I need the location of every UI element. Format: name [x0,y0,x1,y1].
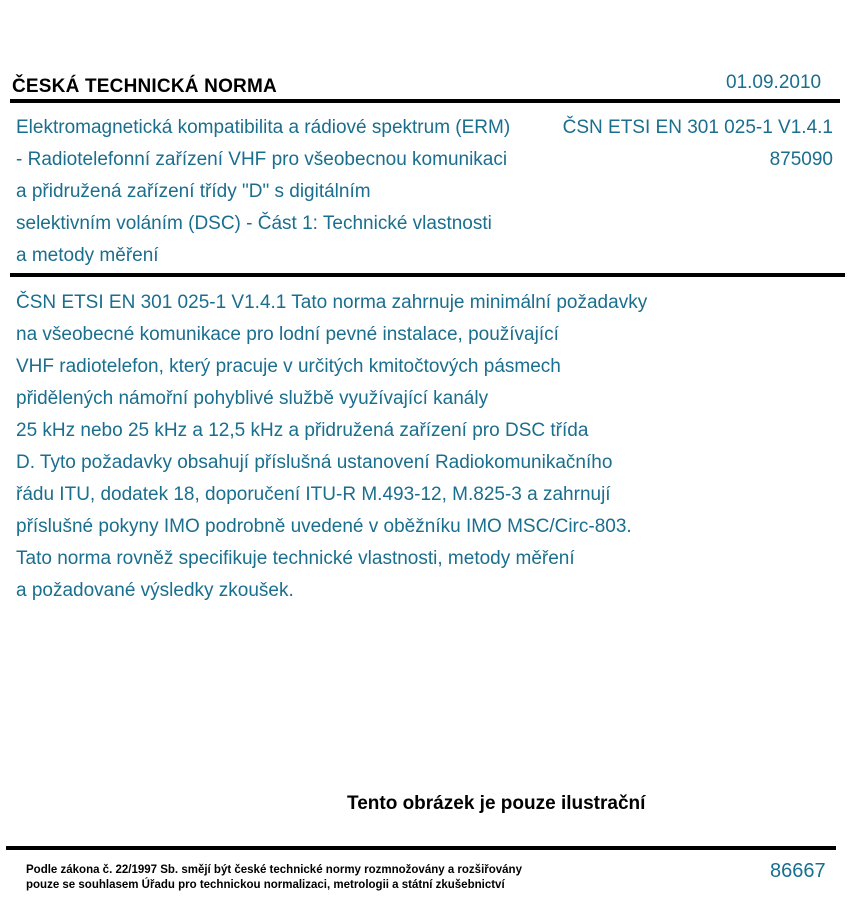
description-line: řádu ITU, dodatek 18, doporučení ITU-R M.493-12, M.825-3 a zahrnují [16,484,611,505]
description-line: příslušné pokyny IMO podrobně uvedené v oběžníku IMO MSC/Circ-803. [16,516,632,537]
footer-legal-line: pouze se souhlasem Úřadu pro technickou normalizaci, metrologii a státní zkušebnictví [26,879,505,891]
description-line: přidělených námořní pohyblivé službě využívající kanály [16,388,489,409]
document-id: 86667 [770,860,826,882]
standard-title-line: a přidružená zařízení třídy "D" s digitálním [16,181,371,202]
description-line: a požadované výsledky zkoušek. [16,580,294,601]
title-divider [10,273,845,277]
description-line: 25 kHz nebo 25 kHz a 12,5 kHz a přidružená zařízení pro DSC třída [16,420,589,441]
footer-divider [6,846,836,850]
standard-title-line: selektivním voláním (DSC) - Část 1: Technické vlastnosti [16,213,492,234]
standard-title-line: a metody měření [16,245,159,266]
standard-code: ČSN ETSI EN 301 025-1 V1.4.1 [562,117,833,138]
description-line: na všeobecné komunikace pro lodní pevné instalace, používající [16,324,559,345]
footer-legal-line: Podle zákona č. 22/1997 Sb. smějí být české technické normy rozmnožovány a rozšiřovány [26,864,522,876]
standard-title-line: Elektromagnetická kompatibilita a rádiové spektrum (ERM) [16,117,511,138]
description-line: Tato norma rovněž specifikuje technické vlastnosti, metody měření [16,548,575,569]
description-line: VHF radiotelefon, který pracuje v určitých kmitočtových pásmech [16,356,561,377]
description-line: D. Tyto požadavky obsahují příslušná ustanovení Radiokomunikačního [16,452,613,473]
description-line: ČSN ETSI EN 301 025-1 V1.4.1 Tato norma zahrnuje minimální požadavky [16,292,648,313]
header-divider [10,99,840,103]
standard-title-line: - Radiotelefonní zařízení VHF pro všeobecnou komunikaci [16,149,508,170]
document-header-title: ČESKÁ TECHNICKÁ NORMA [12,76,277,97]
illustration-note: Tento obrázek je pouze ilustrační [347,793,646,814]
catalog-number: 875090 [769,149,833,170]
publication-date: 01.09.2010 [726,72,822,93]
